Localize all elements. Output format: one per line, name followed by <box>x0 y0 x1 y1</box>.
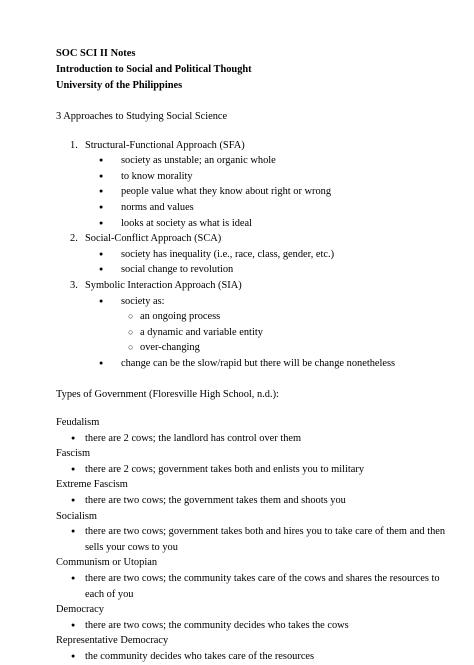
government-type-name: Fascism <box>56 448 91 460</box>
bullet-icon: ● <box>99 296 104 305</box>
approaches-heading: 3 Approaches to Studying Social Science <box>56 111 228 122</box>
bullet-icon: ● <box>99 218 104 227</box>
circle-bullet-icon: ○ <box>128 326 134 337</box>
list-item <box>56 493 456 509</box>
list-item <box>56 462 456 478</box>
list-item-text: there are 2 cows; the landlord has control over them <box>85 432 302 444</box>
sub-list-item-text: a dynamic and variable entity <box>140 326 263 338</box>
bullet-icon: ● <box>99 249 104 258</box>
list-item-text: there are two cows; the community decides who takes the cows <box>85 619 349 631</box>
government-type-name: Socialism <box>56 510 97 522</box>
list-item <box>56 431 456 447</box>
approach-item <box>56 138 456 154</box>
list-item-text: to know morality <box>121 170 193 182</box>
list-item-text: people value what they know about right or wrong <box>121 186 332 198</box>
bullet-icon: ● <box>71 652 76 660</box>
list-item <box>56 571 456 587</box>
subject-title: Introduction to Social and Political Thought <box>56 64 252 75</box>
list-item-text: there are two cows; the government takes them and shoots you <box>85 495 346 507</box>
list-item <box>56 184 456 200</box>
list-item-text: norms and values <box>121 201 194 213</box>
list-item-text: there are 2 cows; government takes both and enlists you to military <box>85 463 365 475</box>
document-page <box>56 46 456 665</box>
bullet-icon: ● <box>99 187 104 196</box>
university-name: University of the Philippines <box>56 80 183 91</box>
list-item-continuation <box>56 540 456 556</box>
bullet-icon: ● <box>99 358 104 367</box>
list-item-text: the community decides who takes care of the resources <box>85 651 315 662</box>
approach-number: 1. <box>70 139 78 151</box>
list-item <box>56 649 456 665</box>
list-item-text: looks at society as what is ideal <box>121 217 253 229</box>
government-type-name: Feudalism <box>56 417 100 429</box>
approach-item <box>56 278 456 294</box>
sub-list-item-text: an ongoing process <box>140 311 221 323</box>
government-type-name: Extreme Fascism <box>56 479 128 491</box>
sub-list-item <box>56 309 456 325</box>
list-item-text: sells your cows to you <box>85 541 178 553</box>
list-item-text: change can be the slow/rapid but there will be change nonetheless <box>121 357 396 369</box>
list-item <box>56 356 456 372</box>
sub-list-item-text: over-changing <box>140 342 200 354</box>
list-item <box>56 294 456 310</box>
bullet-icon: ● <box>71 620 76 629</box>
list-item-text: society has inequality (i.e., race, class, gender, etc.) <box>121 248 335 260</box>
list-item <box>56 153 456 169</box>
bullet-icon: ● <box>71 464 76 473</box>
bullet-icon: ● <box>71 527 76 536</box>
circle-bullet-icon: ○ <box>128 342 134 353</box>
list-item <box>56 247 456 263</box>
approach-title: Structural-Functional Approach (SFA) <box>85 139 245 151</box>
list-item-text: each of you <box>85 588 134 600</box>
list-item-text: there are two cows; government takes both and hires you to take care of them and then <box>85 526 446 538</box>
list-item <box>56 216 456 232</box>
approach-item <box>56 231 456 247</box>
government-heading: Types of Government (Floresville High School, n.d.): <box>56 388 279 400</box>
list-item <box>56 524 456 540</box>
list-item <box>56 169 456 185</box>
bullet-icon: ● <box>99 171 104 180</box>
approach-number: 3. <box>70 279 78 291</box>
sub-list-item <box>56 325 456 341</box>
government-type-name: Representative Democracy <box>56 635 169 647</box>
approach-number: 2. <box>70 233 78 245</box>
list-item-text: society as unstable; an organic whole <box>121 155 276 167</box>
list-item-continuation <box>56 587 456 603</box>
list-item-text: there are two cows; the community takes care of the cows and shares the resources to <box>85 573 440 585</box>
approach-title: Symbolic Interaction Approach (SIA) <box>85 279 242 291</box>
list-item <box>56 200 456 216</box>
bullet-icon: ● <box>71 433 76 442</box>
sub-list-item <box>56 340 456 356</box>
approach-title: Social-Conflict Approach (SCA) <box>85 233 222 245</box>
government-type-name: Communism or Utopian <box>56 557 158 569</box>
list-item-text: social change to revolution <box>121 264 234 276</box>
list-item-text: society as: <box>121 295 165 307</box>
bullet-icon: ● <box>99 202 104 211</box>
course-title: SOC SCI II Notes <box>56 48 136 59</box>
list-item <box>56 262 456 278</box>
bullet-icon: ● <box>99 156 104 165</box>
circle-bullet-icon: ○ <box>128 311 134 322</box>
bullet-icon: ● <box>71 574 76 583</box>
bullet-icon: ● <box>99 265 104 274</box>
government-type-name: Democracy <box>56 604 104 616</box>
list-item <box>56 618 456 634</box>
bullet-icon: ● <box>71 496 76 505</box>
